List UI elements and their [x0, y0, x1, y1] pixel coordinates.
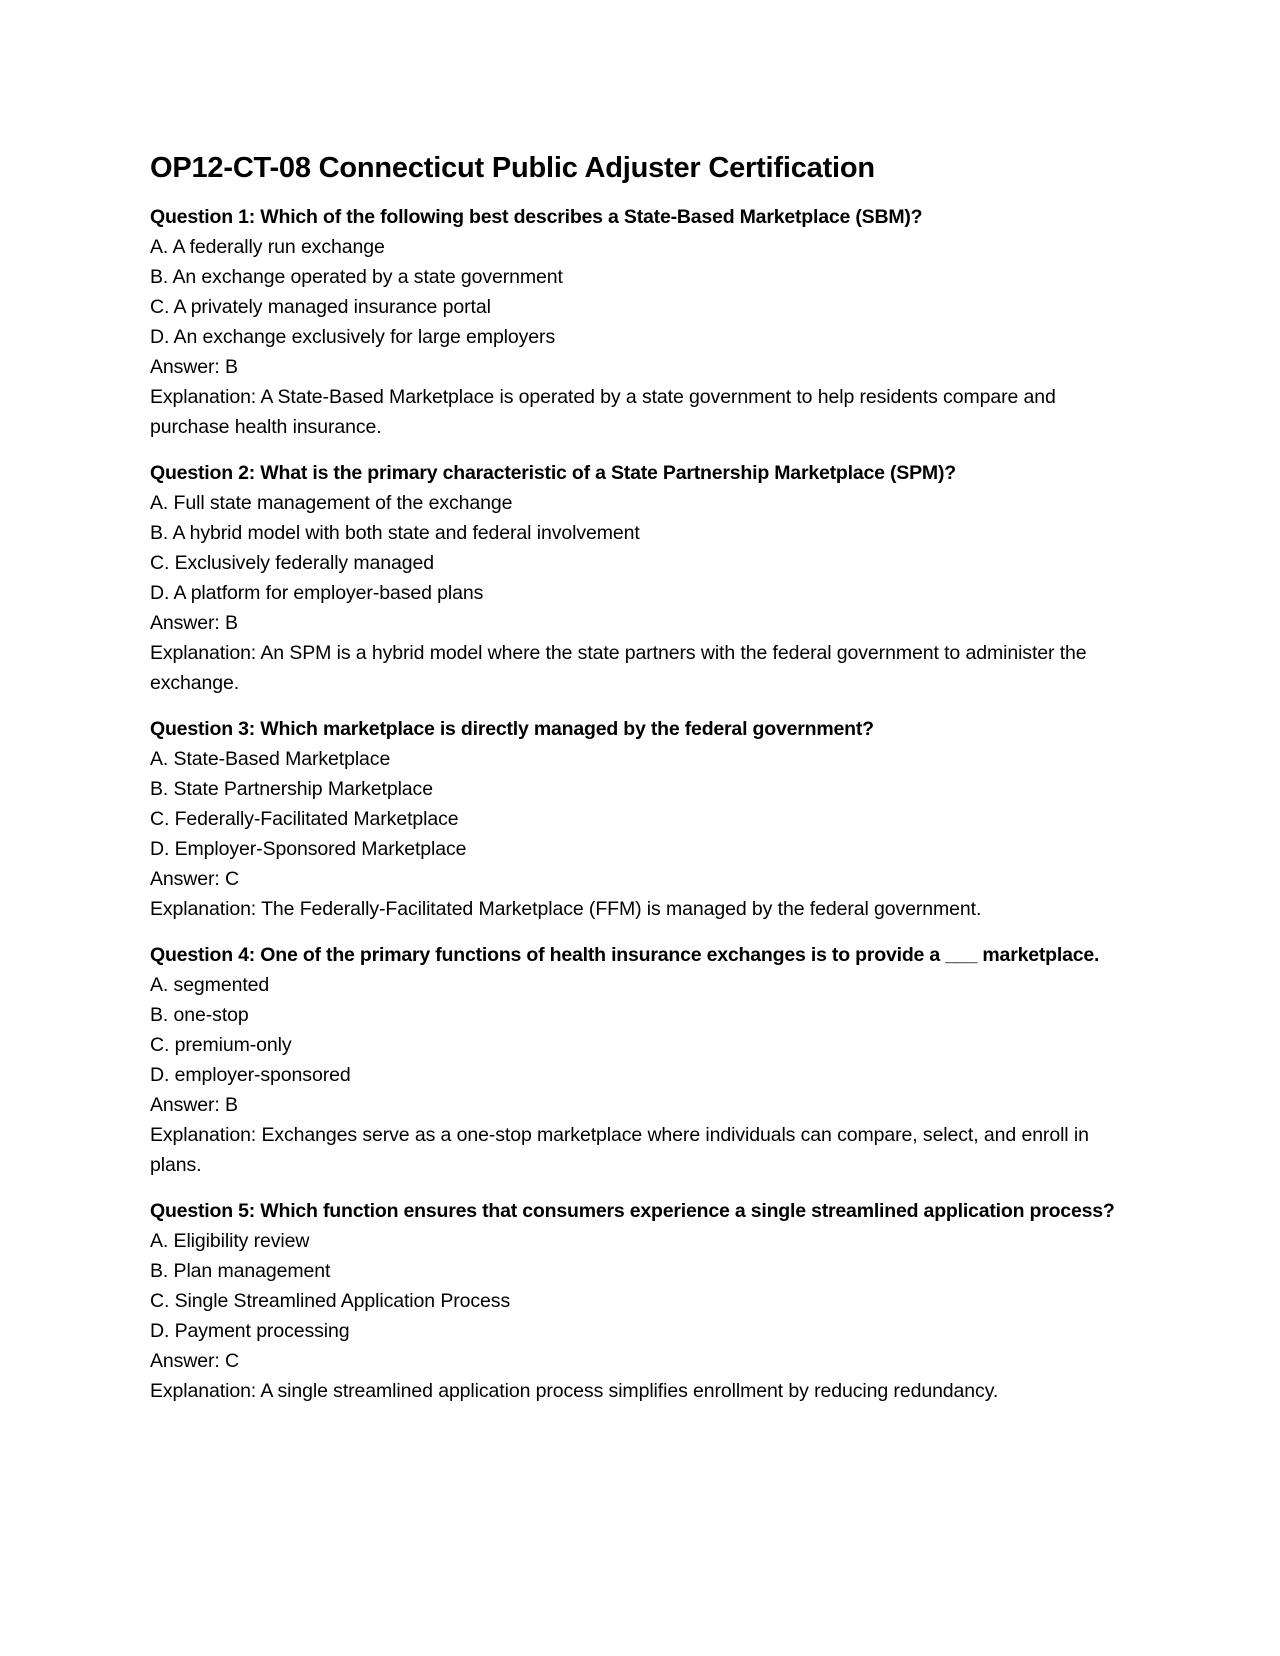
question-text: Question 5: Which function ensures that consumers experience a single streamlined application process?	[150, 1200, 1115, 1222]
answer: Answer: B	[150, 1094, 238, 1116]
option-a: A. Eligibility review	[150, 1230, 310, 1252]
option-a: A. State-Based Marketplace	[150, 748, 391, 770]
explanation: Explanation: Exchanges serve as a one-stop marketplace where individuals can compare, select, and enroll in plans.	[150, 1124, 1089, 1176]
option-a: A. A federally run exchange	[150, 236, 385, 258]
explanation: Explanation: An SPM is a hybrid model where the state partners with the federal government to administer the exchange.	[150, 642, 1087, 694]
option-b: B. one-stop	[150, 1004, 249, 1026]
option-d: D. Payment processing	[150, 1320, 350, 1342]
explanation: Explanation: The Federally-Facilitated Marketplace (FFM) is managed by the federal government.	[150, 898, 982, 920]
answer: Answer: C	[150, 868, 240, 890]
explanation: Explanation: A single streamlined application process simplifies enrollment by reducing redundancy.	[150, 1380, 999, 1402]
option-d: D. An exchange exclusively for large employers	[150, 326, 556, 348]
answer: Answer: B	[150, 356, 238, 378]
option-c: C. Federally-Facilitated Marketplace	[150, 808, 459, 830]
option-b: B. A hybrid model with both state and federal involvement	[150, 522, 640, 544]
answer: Answer: C	[150, 1350, 240, 1372]
question-block-1	[150, 202, 1130, 442]
option-d: D. A platform for employer-based plans	[150, 582, 484, 604]
option-c: C. Exclusively federally managed	[150, 552, 435, 574]
question-block-5	[150, 1196, 1130, 1406]
option-b: B. An exchange operated by a state government	[150, 266, 563, 288]
document-title: OP12-CT-08 Connecticut Public Adjuster Certification	[150, 152, 875, 184]
question-block-2	[150, 458, 1130, 698]
option-d: D. employer-sponsored	[150, 1064, 351, 1086]
answer: Answer: B	[150, 612, 238, 634]
question-text: Question 1: Which of the following best describes a State-Based Marketplace (SBM)?	[150, 206, 923, 228]
question-block-3	[150, 714, 1130, 924]
option-c: C. premium-only	[150, 1034, 292, 1056]
option-a: A. Full state management of the exchange	[150, 492, 513, 514]
option-d: D. Employer-Sponsored Marketplace	[150, 838, 467, 860]
explanation: Explanation: A State-Based Marketplace is operated by a state government to help residents compare and purchase health insurance.	[150, 386, 1056, 438]
question-text: Question 3: Which marketplace is directly managed by the federal government?	[150, 718, 874, 740]
option-b: B. Plan management	[150, 1260, 331, 1282]
option-c: C. A privately managed insurance portal	[150, 296, 491, 318]
question-block-4	[150, 940, 1130, 1180]
option-c: C. Single Streamlined Application Process	[150, 1290, 511, 1312]
document-page	[150, 150, 1130, 1422]
question-text: Question 2: What is the primary characteristic of a State Partnership Marketplace (SPM)?	[150, 462, 956, 484]
option-a: A. segmented	[150, 974, 270, 996]
question-text: Question 4: One of the primary functions of health insurance exchanges is to provide a ___ marketplace.	[150, 944, 1100, 966]
option-b: B. State Partnership Marketplace	[150, 778, 433, 800]
